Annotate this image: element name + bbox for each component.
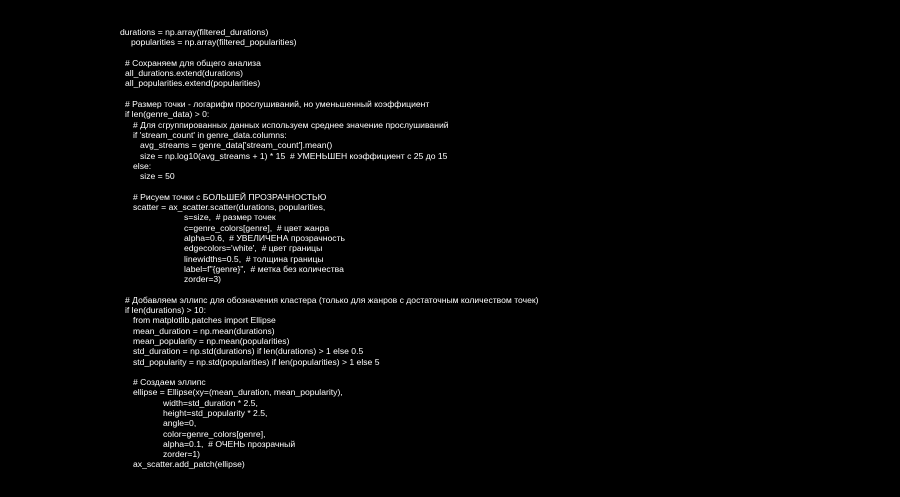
code-line-text: popularities = np.array(filtered_popularities)	[131, 37, 297, 48]
code-line-text: else:	[133, 160, 152, 171]
code-line-text: ellipse = Ellipse(xy=(mean_duration, mean_popularity),	[133, 387, 343, 398]
code-line-text: linewidths=0.5, # толщина границы	[184, 253, 324, 264]
code-line-text: std_duration = np.std(durations) if len(durations) > 1 else 0.5	[133, 346, 364, 357]
code-line-text: alpha=0.1, # ОЧЕНЬ прозрачный	[163, 438, 296, 449]
code-line-text: std_popularity = np.std(popularities) if len(popularities) > 1 else 5	[133, 356, 380, 367]
code-line-text: angle=0,	[163, 418, 197, 429]
code-line-text: # Создаем эллипс	[133, 377, 206, 388]
code-line-text: # Добавляем эллипс для обозначения кластера (только для жанров с достаточным количеством точек)	[125, 294, 539, 305]
code-line-text: if len(durations) > 10:	[125, 305, 206, 316]
code-line-text: c=genre_colors[genre], # цвет жанра	[184, 222, 330, 233]
code-line-text: s=size, # размер точек	[184, 212, 276, 223]
code-line-text: alpha=0.6, # УВЕЛИЧЕНА прозрачность	[184, 232, 345, 243]
code-line-text: width=std_duration * 2.5,	[163, 397, 258, 408]
code-line-text: color=genre_colors[genre],	[163, 428, 266, 439]
code-line-text: height=std_popularity * 2.5,	[163, 407, 268, 418]
code-line-text: zorder=3)	[184, 274, 222, 285]
code-line-text: durations = np.array(filtered_durations)	[120, 27, 269, 37]
code-line-text: size = np.log10(avg_streams + 1) * 15 # УМЕНЬШЕН коэффициент с 25 до 15	[140, 150, 448, 161]
code-line-text: edgecolors='white', # цвет границы	[184, 243, 323, 254]
code-line-text: # Размер точки - логарифм прослушиваний, но уменьшенный коэффициент	[125, 99, 430, 110]
code-line-text: ax_scatter.add_patch(ellipse)	[133, 459, 245, 470]
code-line-text: all_durations.extend(durations)	[125, 68, 243, 79]
code-line-text: zorder=1)	[163, 449, 201, 460]
code-line-text: avg_streams = genre_data['stream_count'].mean()	[140, 140, 333, 151]
code-line-text: all_popularities.extend(popularities)	[125, 78, 261, 89]
code-line-text: if 'stream_count' in genre_data.columns:	[133, 129, 287, 140]
code-line-text: size = 50	[140, 171, 175, 182]
code-line-text: mean_duration = np.mean(durations)	[133, 325, 275, 336]
code-line-text: scatter = ax_scatter.scatter(durations, popularities,	[133, 202, 326, 213]
code-line-text: label=f"{genre}", # метка без количества	[184, 263, 344, 274]
code-line-text: # Сохраняем для общего анализа	[125, 57, 261, 68]
code-line-text: # Для сгруппированных данных используем среднее значение прослушиваний	[133, 119, 449, 130]
code-line-text: if len(genre_data) > 0:	[125, 109, 210, 120]
code-line-text: # Рисуем точки с БОЛЬШЕЙ ПРОЗРАЧНОСТЬЮ	[133, 191, 327, 202]
code-line-text: mean_popularity = np.mean(popularities)	[133, 335, 290, 346]
code-line-text: from matplotlib.patches import Ellipse	[133, 315, 276, 326]
